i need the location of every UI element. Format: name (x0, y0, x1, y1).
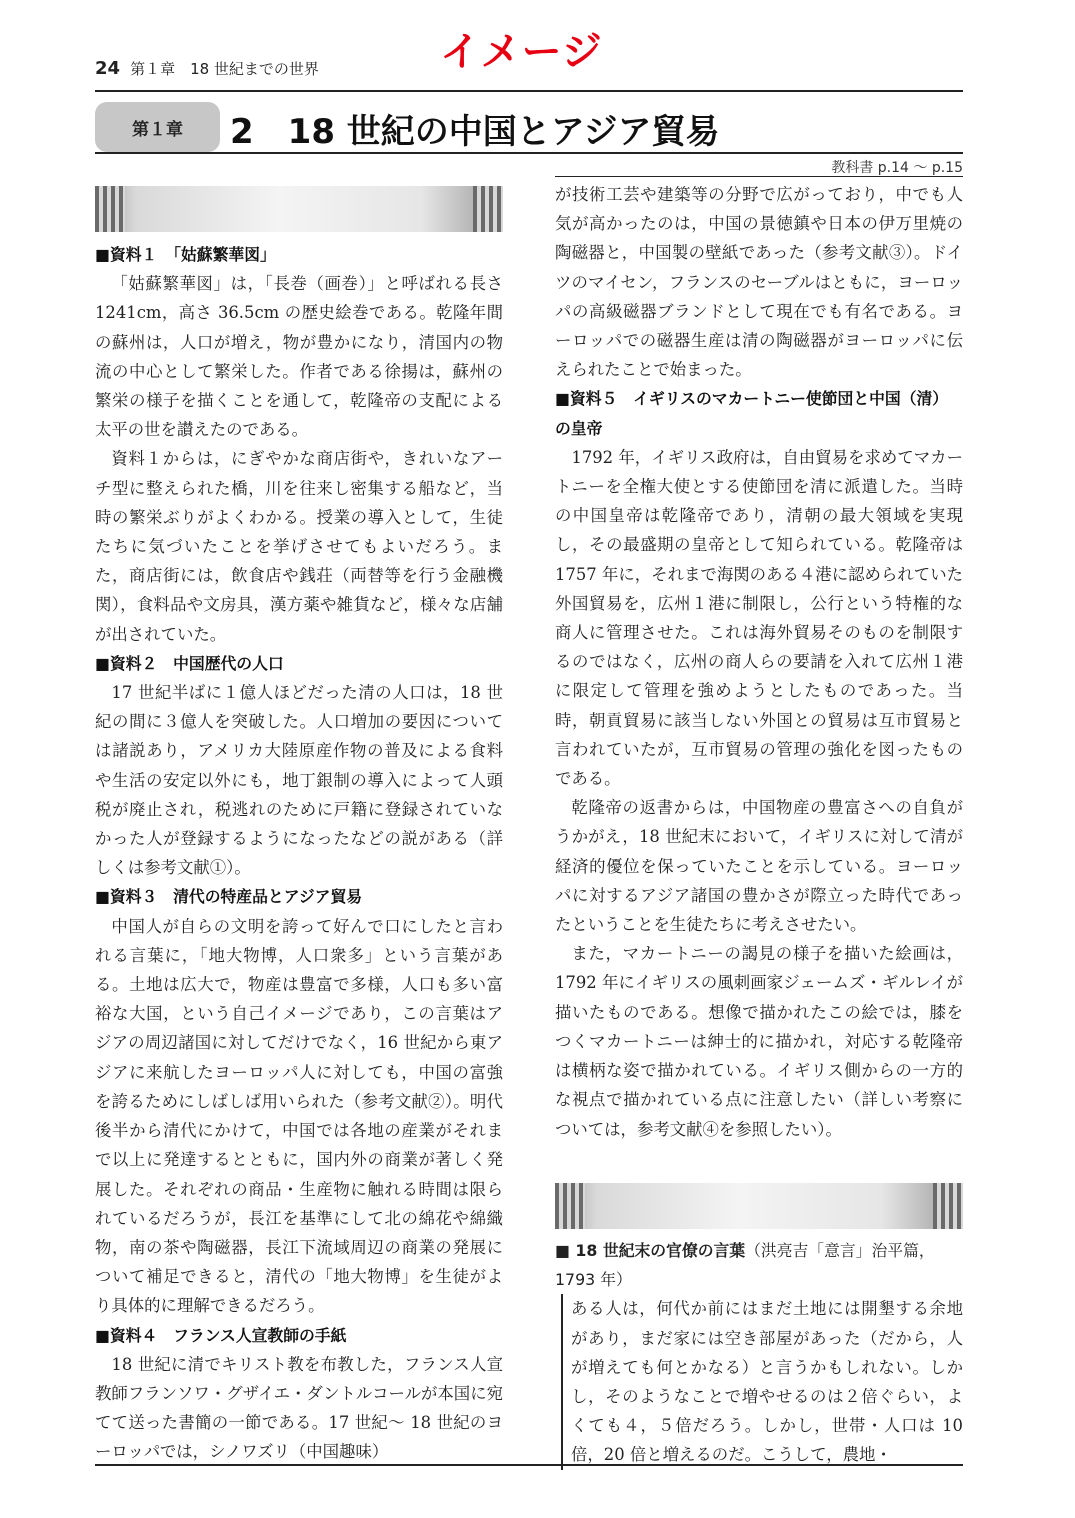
footer-rule (95, 1464, 963, 1466)
resource4-paragraph: 18 世紀に清でキリスト教を布教した，フランス人宣教師フランソワ・グザイエ・ダントルコールが本国に宛てて送った書簡の一節である。17 世紀〜 18 世紀のヨーロッパでは，シノワズリ（中国趣味） (95, 1354, 503, 1462)
banner-stripes-left (95, 186, 125, 232)
supplement-section (555, 1236, 963, 1470)
resource5-paragraph3: また，マカートニーの謁見の様子を描いた絵画は，1792 年にイギリスの風刺画家ジェームズ・ギルレイが描いたものである。想像で描かれたこの絵では，膝をつくマカートニーは紳士的に描かれ，対応する乾隆帝は横柄な姿で描かれている。イギリス側からの一方的な視点で描かれている点に注意したい（詳しい考察については，参考文献④を参照したい）。 (555, 944, 963, 1139)
right-banner (555, 1183, 963, 1229)
supplement-heading-source: （洪亮吉「意言」治平篇，1793 年） (555, 1241, 935, 1290)
right-column (555, 180, 963, 1144)
reference-rule (555, 176, 963, 177)
running-header (95, 58, 319, 79)
chapter-badge: 第１章 (95, 102, 220, 152)
left-column (95, 240, 503, 1467)
page-number: 24 (95, 58, 121, 79)
resource2-paragraph: 17 世紀半ばに１億人ほどだった清の人口は，18 世紀の間に３億人を突破した。人口増加の要因については諸説あり，アメリカ大陸原産作物の普及による食料や生活の安定以外にも，地丁銀制の導入によって人頭税が廃止され，税逃れのために戸籍に登録されていなかった人が登録するようになったなどの説がある（詳しくは参考文献①）。 (95, 683, 503, 878)
chapter-label: 第１章 18 世紀までの世界 (130, 60, 319, 78)
resource1-heading: ■資料１ 「姑蘇繁華図」 (95, 245, 276, 264)
image-stamp: イメージ (440, 29, 603, 75)
textbook-reference: 教科書 p.14 〜 p.15 (831, 160, 963, 176)
resource3-heading: ■資料３ 清代の特産品とアジア貿易 (95, 887, 363, 907)
supplement-quote (561, 1294, 963, 1469)
resource4-heading: ■資料４ フランス人宣教師の手紙 (95, 1325, 347, 1345)
supplement-heading-bold: ■ 18 世紀末の官僚の言葉 (555, 1241, 746, 1260)
banner-stripes-left (555, 1183, 585, 1229)
left-banner (95, 186, 503, 232)
header-rule (95, 90, 963, 92)
resource5-heading: ■資料５ イギリスのマカートニー使節団と中国（清）の皇帝 (555, 389, 949, 438)
banner-stripes-right (473, 186, 503, 232)
resource5-paragraph1: 1792 年，イギリス政府は，自由貿易を求めてマカートニーを全権大使とする使節団を清に派遣した。当時の中国皇帝は乾隆帝であり，清朝の最大領域を実現し，その最盛期の皇帝として知られている。乾隆帝は 1757 年に，それまで海関のある４港に認められていた外国貿易を，広州１港に制限し，公行という特権的な商人に管理させた。これは海外貿易そのものを制限するのではなく，広州の商人らの要請を入れて広州１港に限定して管理を強めようとしたものであった。当時，朝貢貿易に該当しない外国との貿易は互市貿易と言われていたが，互市貿易の管理の強化を図ったものである。 (555, 447, 963, 789)
resource1-paragraph1: 「姑蘇繁華図」は，「長巻（画巻）」と呼ばれる長さ 1241cm，高さ 36.5cm の歴史絵巻である。乾隆年間の蘇州は，人口が増え，物が豊かになり，清国内の物流の中心として繁栄した。作者である徐揚は，蘇州の繁栄の様子を描くことを通して，乾隆帝の支配による太平の世を讃えたのである。 (95, 274, 503, 440)
resource1-paragraph2: 資料１からは，にぎやかな商店街や，きれいなアーチ型に整えられた橋，川を往来し密集する船など，当時の繁栄ぶりがよくわかる。授業の導入として，生徒たちに気づいたことを挙げさせてもよいだろう。また，商店街には，飲食店や銭荘（両替等を行う金融機関），食料品や文房具，漢方薬や雑貨など，様々な店舗が出されていた。 (95, 449, 503, 644)
resource4-continuation: が技術工芸や建築等の分野で広がっており，中でも人気が高かったのは，中国の景徳鎮や日本の伊万里焼の陶磁器と，中国製の壁紙であった（参考文献③）。ドイツのマイセン，フランスのセーブルはともに，ヨーロッパの高級磁器ブランドとして現在でも有名である。ヨーロッパでの磁器生産は清の陶磁器がヨーロッパに伝えられたことで始まった。 (555, 185, 963, 380)
title-rule (95, 152, 963, 154)
supplement-heading (555, 1236, 963, 1294)
banner-stripes-right (933, 1183, 963, 1229)
resource3-paragraph: 中国人が自らの文明を誇って好んで口にしたと言われる言葉に，「地大物博，人口衆多」という言葉がある。土地は広大で，物産は豊富で多様，人口も多い富裕な大国，という自己イメージであり，この言葉はアジアの周辺諸国に対してだけでなく，16 世紀から東アジアに来航したヨーロッパ人に対しても，中国の富強を誇るためにしばしば用いられた（参考文献②）。明代後半から清代にかけて，中国では各地の産業がそれまで以上に発達するとともに，国内外の商業が著しく発展した。それぞれの商品・生産物に触れる時間は限られているだろうが，長江を基準にして北の綿花や綿織物，南の茶や陶磁器，長江下流域周辺の商業の発展について補足できると，清代の「地大物博」を生徒がより具体的に理解できるだろう。 (95, 916, 503, 1316)
resource5-paragraph2: 乾隆帝の返書からは，中国物産の豊富さへの自負がうかがえ，18 世紀末において，イギリスに対して清が経済的優位を保っていたことを示している。ヨーロッパに対するアジア諸国の豊かさが際立った時代であったということを生徒たちに考えさせたい。 (555, 798, 963, 935)
supplement-quote-text: ある人は，何代か前にはまだ土地には開墾する余地があり，まだ家には空き部屋があった（だから，人が増えても何とかなる）と言うかもしれない。しかし，そのようなことで増やせるのは２倍ぐらい，よくても４，５倍だろう。しかし，世帯・人口は 10 倍，20 倍と増えるのだ。こうして，農地・ (571, 1299, 963, 1465)
section-title: 2 18 世紀の中国とアジア貿易 (230, 112, 720, 152)
resource2-heading: ■資料２ 中国歴代の人口 (95, 653, 284, 673)
